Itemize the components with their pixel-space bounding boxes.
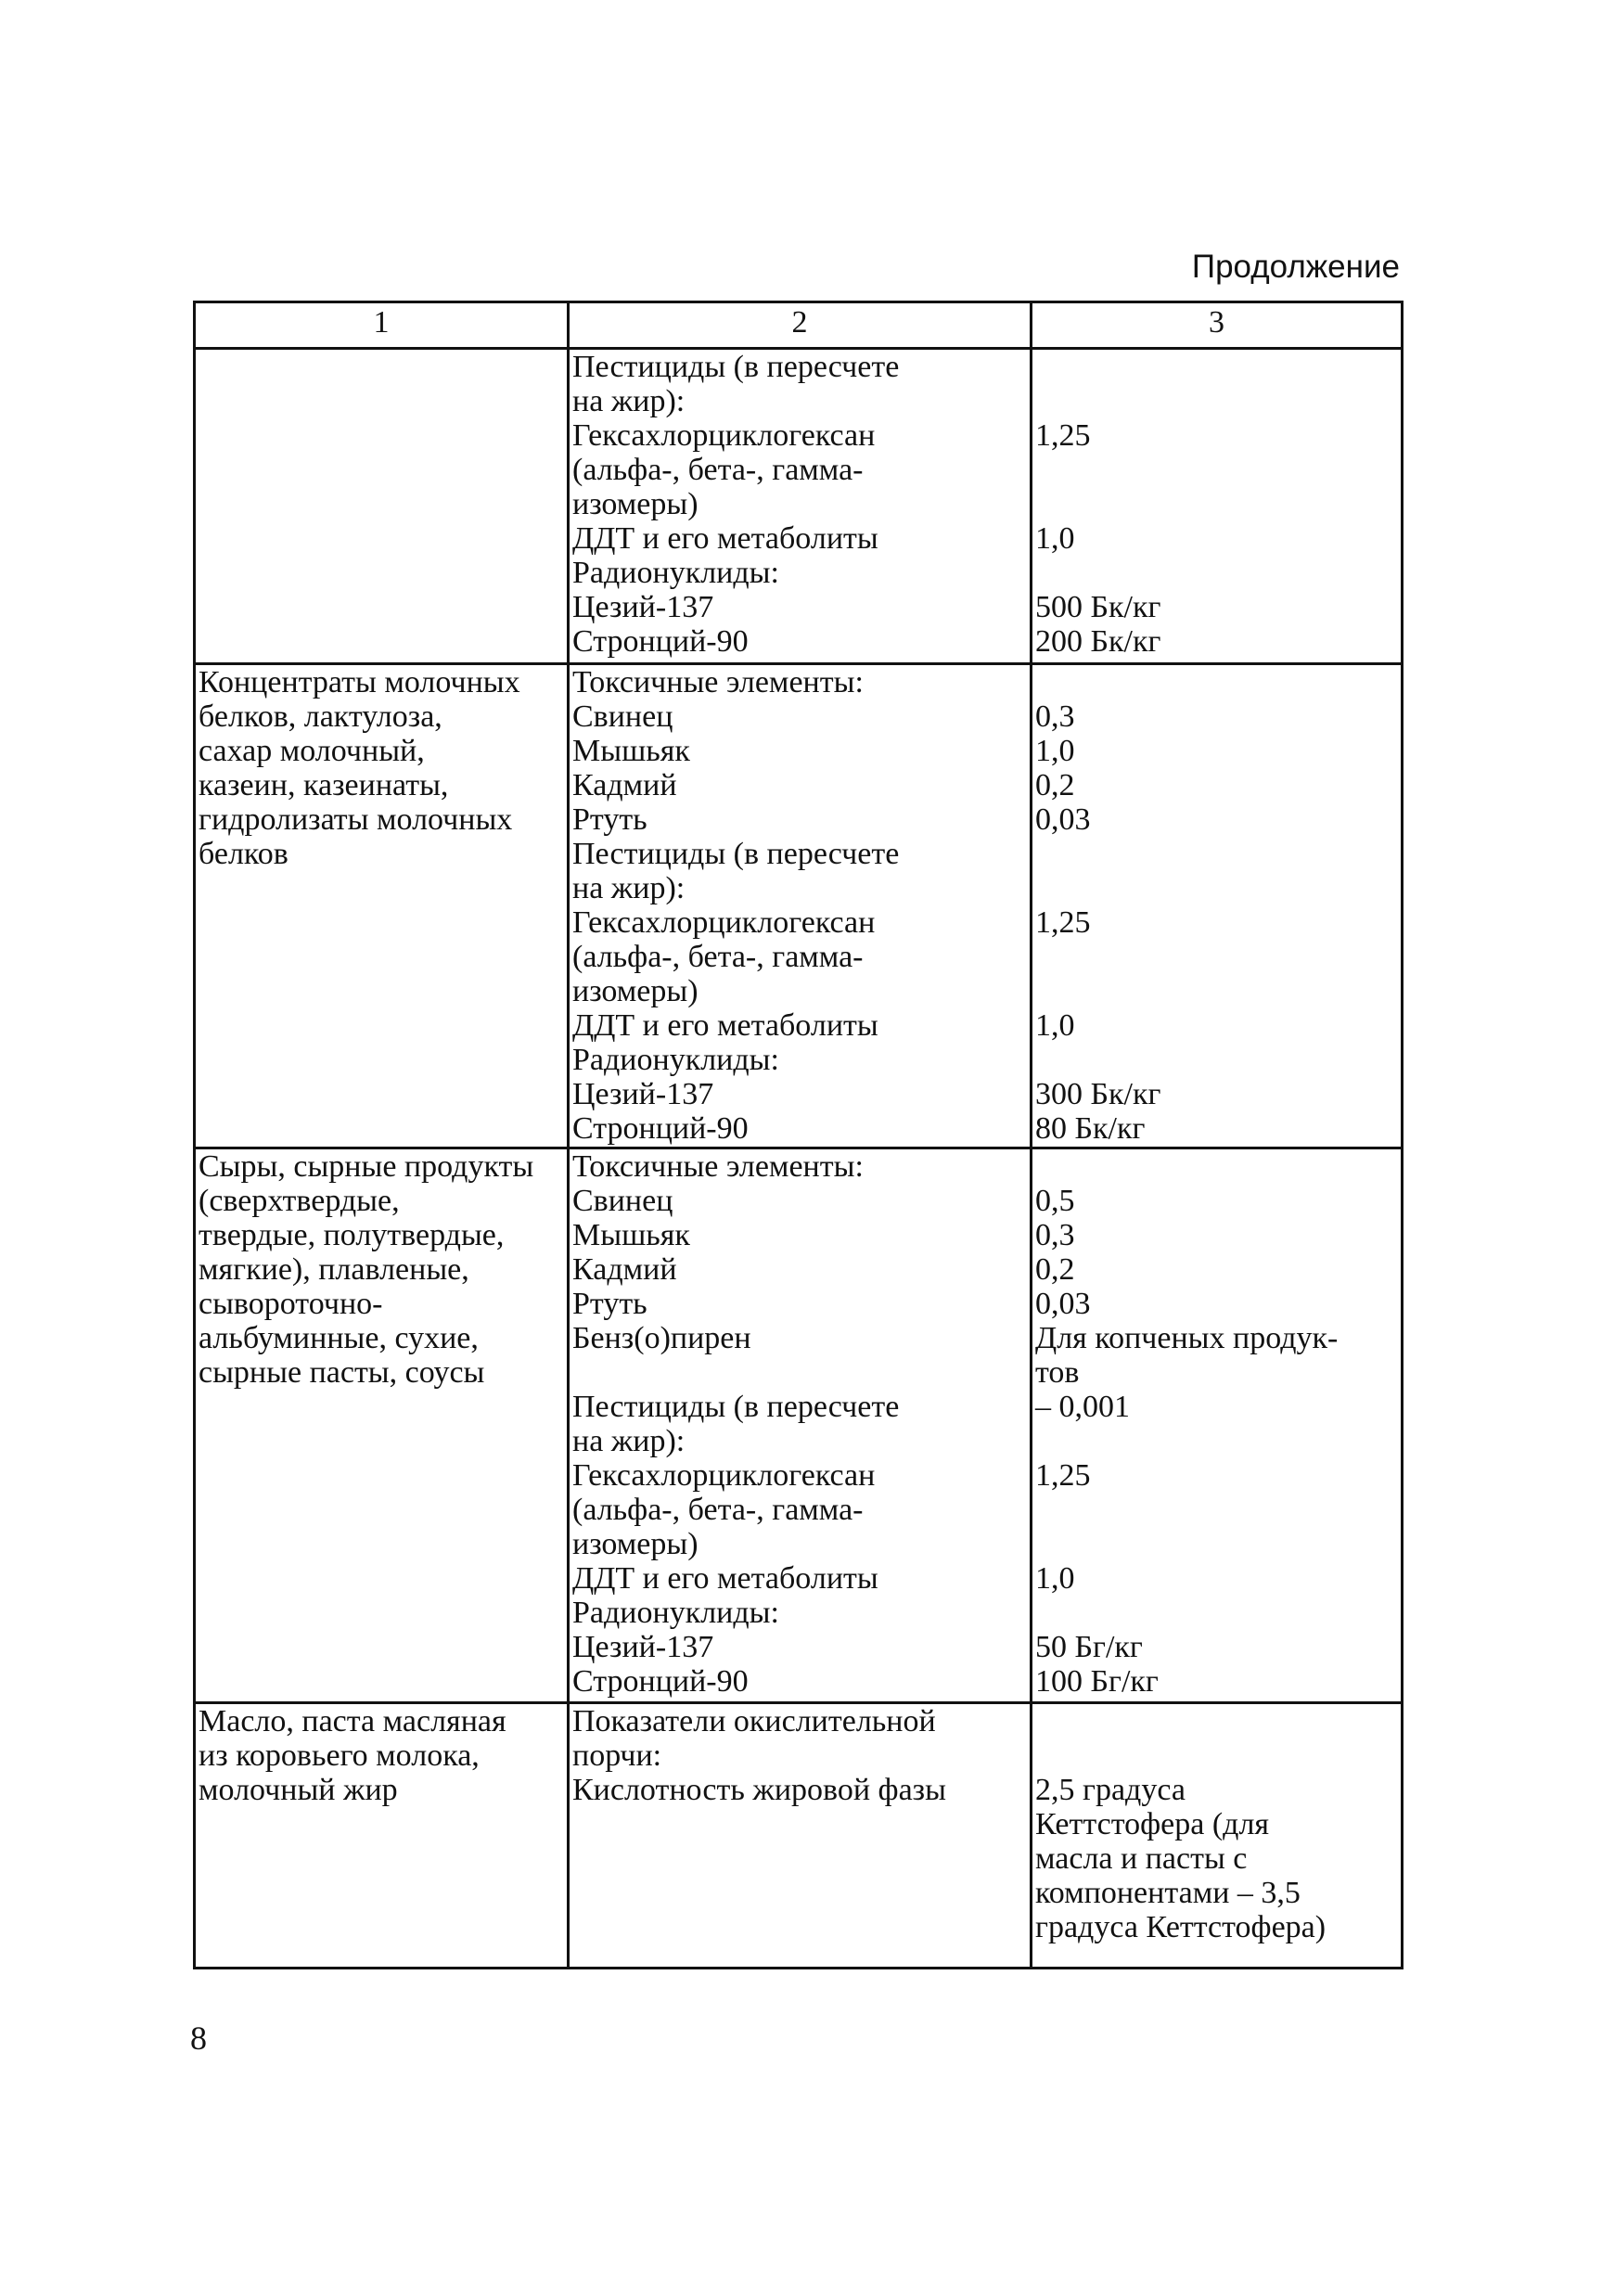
cell-line: (альфа-, бета-, гамма- [572, 1493, 864, 1527]
cell-line: на жир): [572, 1424, 686, 1458]
cell-line: Токсичные элементы: [572, 665, 864, 699]
column-header-2: 2 [569, 302, 1032, 349]
cell-line [1035, 487, 1399, 521]
cell-line: 0,5 [1035, 1184, 1075, 1218]
cell-line: Гексахлорциклогексан [572, 905, 876, 940]
cell-line: Пестициды (в пересчете [572, 837, 900, 871]
column-header-1: 1 [195, 302, 569, 349]
cell-line: 2,5 градуса [1035, 1773, 1186, 1807]
cell-line: на жир): [572, 871, 686, 905]
cell-line: 1,0 [1035, 1008, 1075, 1043]
cell-line: Кеттстофера (для [1035, 1807, 1270, 1841]
cell-line: 0,03 [1035, 1287, 1091, 1321]
cell-line [1035, 837, 1399, 871]
cell-line: Пестициды (в пересчете [572, 1390, 900, 1424]
cell-line: 1,0 [1035, 521, 1075, 556]
cell-line: Стронций-90 [572, 624, 749, 659]
cell-line [1035, 556, 1399, 590]
cell-product [195, 1703, 569, 1969]
cell-line: на жир): [572, 384, 686, 418]
cell-line: изомеры) [572, 974, 699, 1008]
cell-values [1032, 349, 1403, 664]
cell-indicators [569, 1148, 1032, 1703]
cell-line: Мышьяк [572, 1218, 690, 1252]
cell-line: Стронций-90 [572, 1111, 749, 1146]
cell-line: ДДТ и его метаболиты [572, 1561, 878, 1596]
cell-line: 0,2 [1035, 768, 1075, 802]
cell-line [1035, 1493, 1399, 1527]
cell-line: альбуминные, сухие, [199, 1321, 479, 1355]
cell-product [195, 1148, 569, 1703]
cell-line: сырные пасты, соусы [199, 1355, 485, 1390]
cell-line [1035, 1596, 1399, 1630]
cell-line: Цезий-137 [572, 1077, 714, 1111]
cell-line: (сверхтвердые, [199, 1184, 400, 1218]
cell-line: Ртуть [572, 802, 647, 837]
cell-line [1035, 453, 1399, 487]
cell-line [1035, 974, 1399, 1008]
cell-line: Для копченых продук- [1035, 1321, 1339, 1355]
cell-line: 1,25 [1035, 905, 1091, 940]
cell-line: 1,0 [1035, 734, 1075, 768]
cell-line [1035, 940, 1399, 974]
page-number: 8 [190, 2020, 207, 2057]
cell-line: Показатели окислительной [572, 1704, 936, 1738]
cell-line: изомеры) [572, 1527, 699, 1561]
cell-line: белков, лактулоза, [199, 699, 442, 734]
cell-line: Пестициды (в пересчете [572, 350, 900, 384]
cell-line: ДДТ и его метаболиты [572, 1008, 878, 1043]
cell-line: 1,25 [1035, 1458, 1091, 1493]
cell-line: Свинец [572, 699, 673, 734]
cell-line: Стронций-90 [572, 1664, 749, 1699]
cell-line: Гексахлорциклогексан [572, 1458, 876, 1493]
cell-line: белков [199, 837, 288, 871]
table-row [195, 1703, 1403, 1969]
cell-line: гидролизаты молочных [199, 802, 513, 837]
cell-values [1032, 1703, 1403, 1969]
cell-line: казеин, казеинаты, [199, 768, 449, 802]
cell-line: ДДТ и его метаболиты [572, 521, 878, 556]
table-row [195, 349, 1403, 664]
cell-indicators [569, 1703, 1032, 1969]
cell-line: Сыры, сырные продукты [199, 1149, 534, 1184]
cell-line: градуса Кеттстофера) [1035, 1910, 1327, 1944]
cell-line: твердые, полутвердые, [199, 1218, 505, 1252]
cell-line: Мышьяк [572, 734, 690, 768]
cell-line [1035, 1424, 1399, 1458]
cell-line: мягкие), плавленые, [199, 1252, 469, 1287]
cell-line: Радионуклиды: [572, 1043, 779, 1077]
cell-line: Цезий-137 [572, 590, 714, 624]
cell-product [195, 664, 569, 1148]
cell-line: 80 Бк/кг [1035, 1111, 1146, 1146]
table-row [195, 1148, 1403, 1703]
cell-line: порчи: [572, 1738, 662, 1773]
cell-line: 300 Бк/кг [1035, 1077, 1161, 1111]
continuation-label: Продолжение [1191, 249, 1400, 285]
cell-line: 500 Бк/кг [1035, 590, 1161, 624]
cell-line [572, 1355, 1028, 1390]
cell-line [1035, 1738, 1399, 1773]
cell-line: молочный жир [199, 1773, 398, 1807]
cell-line [1035, 1704, 1399, 1738]
cell-line: Токсичные элементы: [572, 1149, 864, 1184]
cell-line: Кадмий [572, 768, 677, 802]
cell-line: 200 Бк/кг [1035, 624, 1161, 659]
cell-line: Кадмий [572, 1252, 677, 1287]
column-header-3: 3 [1032, 302, 1403, 349]
cell-indicators [569, 349, 1032, 664]
cell-line: Радионуклиды: [572, 556, 779, 590]
cell-product [195, 349, 569, 664]
cell-line [1035, 1527, 1399, 1561]
cell-line [1035, 1149, 1399, 1184]
cell-line: – 0,001 [1035, 1390, 1130, 1424]
cell-line: 0,3 [1035, 699, 1075, 734]
cell-line: тов [1035, 1355, 1080, 1390]
cell-line [1035, 871, 1399, 905]
contaminant-limits-table [193, 301, 1404, 1969]
cell-line: сывороточно- [199, 1287, 383, 1321]
cell-line: Цезий-137 [572, 1630, 714, 1664]
cell-line: сахар молочный, [199, 734, 425, 768]
cell-line: 1,25 [1035, 418, 1091, 453]
table-row [195, 664, 1403, 1148]
cell-line: 1,0 [1035, 1561, 1075, 1596]
cell-line: масла и пасты с [1035, 1841, 1248, 1876]
table-body [195, 349, 1403, 1969]
cell-line: Радионуклиды: [572, 1596, 779, 1630]
cell-line: Бенз(о)пирен [572, 1321, 751, 1355]
cell-line: Масло, паста масляная [199, 1704, 506, 1738]
cell-values [1032, 664, 1403, 1148]
cell-line: из коровьего молока, [199, 1738, 480, 1773]
cell-line: 50 Бг/кг [1035, 1630, 1143, 1664]
cell-line: 0,03 [1035, 802, 1091, 837]
cell-values [1032, 1148, 1403, 1703]
cell-line [1035, 1043, 1399, 1077]
table-header-row [195, 302, 1403, 349]
cell-line: 100 Бг/кг [1035, 1664, 1159, 1699]
cell-line [1035, 384, 1399, 418]
cell-indicators [569, 664, 1032, 1148]
cell-line [1035, 665, 1399, 699]
cell-line: 0,3 [1035, 1218, 1075, 1252]
cell-line: Концентраты молочных [199, 665, 520, 699]
cell-line: Гексахлорциклогексан [572, 418, 876, 453]
cell-line: 0,2 [1035, 1252, 1075, 1287]
cell-line: (альфа-, бета-, гамма- [572, 940, 864, 974]
cell-line: Кислотность жировой фазы [572, 1773, 946, 1807]
cell-line: (альфа-, бета-, гамма- [572, 453, 864, 487]
cell-line: Ртуть [572, 1287, 647, 1321]
cell-line [1035, 350, 1399, 384]
cell-line: изомеры) [572, 487, 699, 521]
cell-line: компонентами – 3,5 [1035, 1876, 1301, 1910]
cell-line: Свинец [572, 1184, 673, 1218]
